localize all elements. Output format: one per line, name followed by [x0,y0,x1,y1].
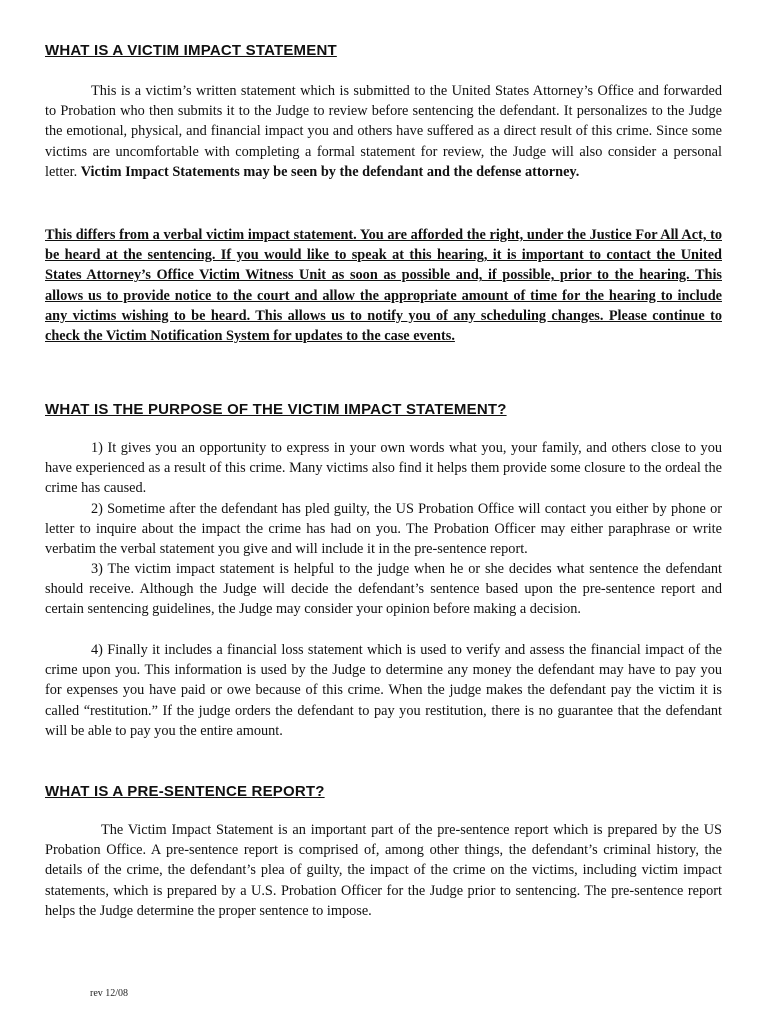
heading-what-is-vis: WHAT IS A VICTIM IMPACT STATEMENT [45,42,337,59]
heading-pre-sentence-report: WHAT IS A PRE-SENTENCE REPORT? [45,783,325,800]
vis-seen-by-defendant-note: Victim Impact Statements may be seen by the defendant and the defense attorney. [80,163,580,180]
paragraph-verbal-statement-notice: This differs from a verbal victim impact statement. You are afforded the right, under the Justice For All Act, to be heard at the sentencing. If you would like to speak at this hearing, it is important to contact the United States Attorney’s Office Victim Witness Unit as soon as possible and, if possible, prior to the hearing. This allows us to provide notice to the court and allow the appropriate amount of time for the hearing to include any victims wishing to be heard. This allows us to notify you of any scheduling changes. Please continue to check the Victim Notification System for updates to the case events. [45,227,722,345]
purpose-item-1: 1) It gives you an opportunity to express in your own words what you, your family, and others close to you have experienced as a result of this crime. Many victims also find it helps them provide some closure to the ordeal the crime has caused. [45,440,722,497]
heading-purpose-of-vis: WHAT IS THE PURPOSE OF THE VICTIM IMPACT STATEMENT? [45,401,507,418]
purpose-item-4: 4) Finally it includes a financial loss statement which is used to verify and assess the financial impact of the crime upon you. This information is used by the Judge to determine any money the defendant may have to pay you for expenses you have paid or owe because of this crime. When the judge makes the defendant pay the victim it is called “restitution.” If the judge orders the defendant to pay you restitution, there is no guarantee that the defendant will be able to pay you the entire amount. [45,642,722,739]
purpose-item-2: 2) Sometime after the defendant has pled guilty, the US Probation Office will contact you either by phone or letter to inquire about the impact the crime has had on you. The Probation Officer may either paraphrase or write verbatim the verbal statement you give and will include it in the pre-sentence report. [45,501,722,558]
purpose-item-3: 3) The victim impact statement is helpful to the judge when he or she decides what sentence the defendant should receive. Although the Judge will decide the defendant’s sentence based upon the pre-sentence report and certain sentencing guidelines, the Judge may consider your opinion before making a decision. [45,561,722,618]
revision-footer: rev 12/08 [90,988,129,999]
vis-definition-text: This is a victim’s written statement which is submitted to the United States Attorney’s Office and forwarded to Probation who then submits it to the Judge to review before sentencing the defendant. It personalizes to the Judge the emotional, physical, and financial impact you and others have suffered as a direct result of this crime. Since some victims are uncomfortable with completing a formal statement for review, the Judge will also consider a personal letter. [45,83,722,180]
paragraph-vis-definition [45,81,722,182]
paragraph-pre-sentence-report: The Victim Impact Statement is an important part of the pre-sentence report which is prepared by the US Probation Office. A pre-sentence report is comprised of, among other things, the defendant’s criminal history, the details of the crime, the defendant’s plea of guilty, the impact of the crime on the victims, including victim impact statements, which is prepared by a U.S. Probation Officer for the Judge prior to sentencing. The pre-sentence report helps the Judge determine the proper sentence to impose. [45,822,722,919]
